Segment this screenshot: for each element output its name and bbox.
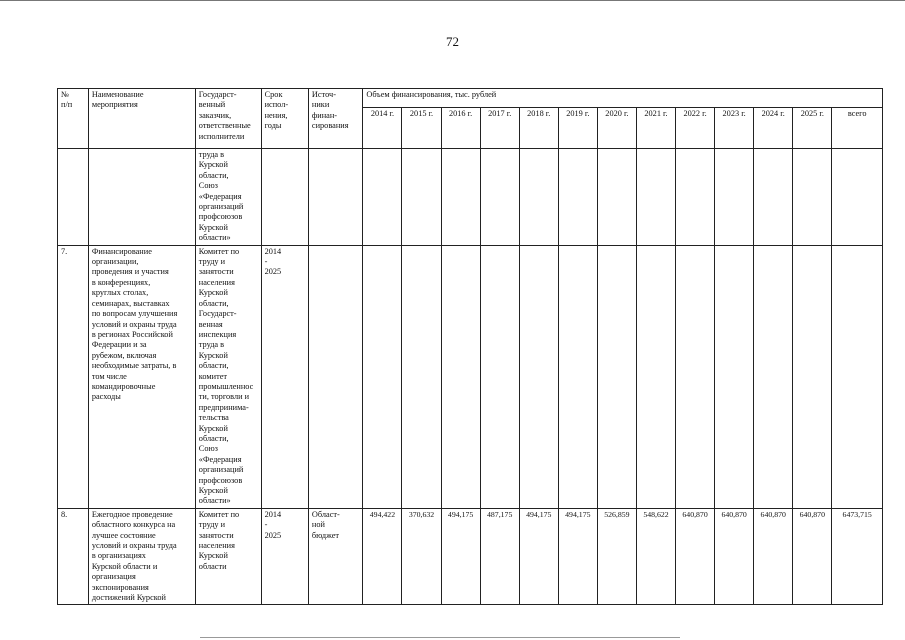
header-year: 2019 г. xyxy=(558,108,597,149)
table-row xyxy=(58,508,883,605)
row-value xyxy=(754,245,793,508)
header-year: 2014 г. xyxy=(363,108,402,149)
row-value: 487,175 xyxy=(480,508,519,605)
row-number: 7. xyxy=(58,245,89,508)
row-value: 494,175 xyxy=(519,508,558,605)
row-source xyxy=(308,149,363,246)
financing-table xyxy=(57,88,883,605)
row-value: 526,859 xyxy=(597,508,636,605)
row-value xyxy=(793,149,832,246)
row-value xyxy=(480,245,519,508)
row-value xyxy=(363,245,402,508)
table-row xyxy=(58,245,883,508)
scan-artifact-bottom xyxy=(200,637,680,638)
row-name xyxy=(88,149,195,246)
row-value xyxy=(441,245,480,508)
row-customer: Комитет по труду и занятости населения Курской области xyxy=(195,508,261,605)
row-value xyxy=(676,245,715,508)
header-year: 2021 г. xyxy=(636,108,675,149)
row-value xyxy=(636,245,675,508)
row-number xyxy=(58,149,89,246)
row-value xyxy=(363,149,402,246)
row-value xyxy=(715,149,754,246)
row-name: Ежегодное проведение областного конкурса на лучшее состояние условий и охраны труда в организациях Курской области и организация экспонирования достижений Курской xyxy=(88,508,195,605)
row-value: 640,870 xyxy=(715,508,754,605)
row-value xyxy=(558,245,597,508)
header-number: № п/п xyxy=(58,89,89,149)
header-year: 2017 г. xyxy=(480,108,519,149)
header-year: 2024 г. xyxy=(754,108,793,149)
row-value xyxy=(754,149,793,246)
header-year: 2025 г. xyxy=(793,108,832,149)
row-value xyxy=(519,149,558,246)
header-sources: Источ- ники финан- сирования xyxy=(308,89,363,149)
header-period: Срок испол- нения, годы xyxy=(261,89,308,149)
row-value: 640,870 xyxy=(793,508,832,605)
row-total xyxy=(832,149,883,246)
row-customer: Комитет по труду и занятости населения Курской области, Государст- венная инспекция труда в Курской области, комитет промышленнос ти, торговли и предпринима- тельства Курской области, Союз «Федерация организаций профсоюзов Курской области» xyxy=(195,245,261,508)
header-year: 2022 г. xyxy=(676,108,715,149)
row-period: 2014 - 2025 xyxy=(261,245,308,508)
page-number: 72 xyxy=(446,34,459,49)
header-customer: Государст- венный заказчик, ответственные исполнители xyxy=(195,89,261,149)
row-value xyxy=(441,149,480,246)
row-source xyxy=(308,245,363,508)
header-year: 2018 г. xyxy=(519,108,558,149)
row-value xyxy=(558,149,597,246)
row-value xyxy=(793,245,832,508)
row-value: 640,870 xyxy=(676,508,715,605)
header-year: 2015 г. xyxy=(402,108,441,149)
row-total: 6473,715 xyxy=(832,508,883,605)
row-value: 370,632 xyxy=(402,508,441,605)
row-value xyxy=(480,149,519,246)
header-year: 2020 г. xyxy=(597,108,636,149)
header-total: всего xyxy=(832,108,883,149)
row-value xyxy=(597,245,636,508)
row-customer: труда в Курской области, Союз «Федерация организаций профсоюзов Курской области» xyxy=(195,149,261,246)
row-source: Област- ной бюджет xyxy=(308,508,363,605)
row-period xyxy=(261,149,308,246)
row-value xyxy=(597,149,636,246)
header-volume: Объем финансирования, тыс. рублей xyxy=(363,89,883,108)
row-value xyxy=(519,245,558,508)
row-value xyxy=(636,149,675,246)
table-row xyxy=(58,149,883,246)
row-name: Финансирование организации, проведения и участия в конференциях, круглых столах, семинарах, выставках по вопросам улучшения условий и охраны труда в регионах Российской Федерации и за рубежом, включая необходимые затраты, в том числе командировочные расходы xyxy=(88,245,195,508)
row-value: 494,175 xyxy=(441,508,480,605)
row-value: 494,175 xyxy=(558,508,597,605)
row-value xyxy=(715,245,754,508)
row-value: 640,870 xyxy=(754,508,793,605)
scan-artifact-top xyxy=(0,0,905,1)
header-name: Наименование мероприятия xyxy=(88,89,195,149)
header-row-1 xyxy=(58,89,883,108)
row-value xyxy=(676,149,715,246)
row-total xyxy=(832,245,883,508)
row-number: 8. xyxy=(58,508,89,605)
row-value xyxy=(402,149,441,246)
header-year: 2016 г. xyxy=(441,108,480,149)
row-value: 548,622 xyxy=(636,508,675,605)
header-year: 2023 г. xyxy=(715,108,754,149)
row-value: 494,422 xyxy=(363,508,402,605)
row-value xyxy=(402,245,441,508)
row-period: 2014 - 2025 xyxy=(261,508,308,605)
